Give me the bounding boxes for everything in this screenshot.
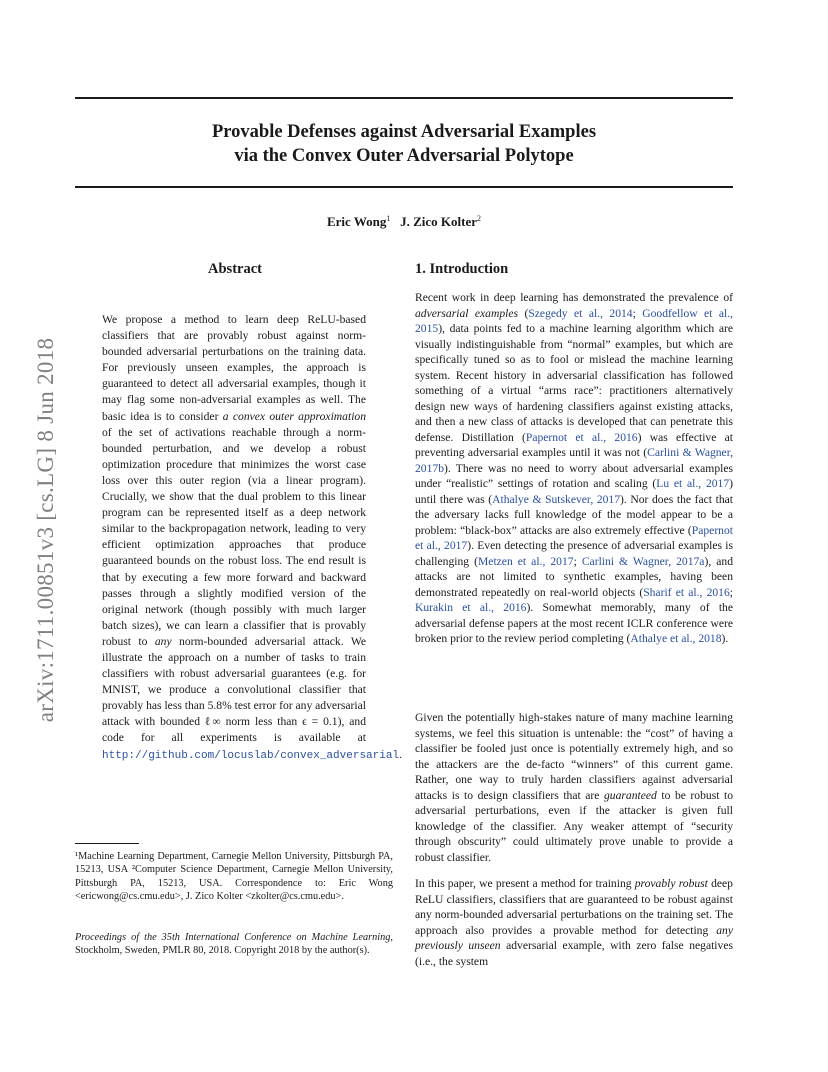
citation-link[interactable]: Kurakin et al., 2016	[415, 601, 527, 614]
abstract-emphasis: any	[154, 634, 172, 648]
abstract-heading: Abstract	[208, 261, 262, 277]
abstract-text: We propose a method to learn deep ReLU-based classifiers that are provably robust against norm-bounded adversarial perturbations on the training data. For previously unseen examples, the approach is guaranteed to detect all adversarial examples, though it may flag some non-adversarial examples as well. The basic idea is to consider a convex outer approximation of the set of activations reachable through a norm-bounded perturbation, and we develop a robust optimization procedure that minimizes the worst case loss over this outer region (via a linear program). Crucially, we show that the dual problem to this linear program can be represented itself as a deep network similar to the backpropagation network, leading to very efficient optimization approaches that produce guaranteed bounds on the robust loss. The end result is that by executing a few more forward and backward passes through a slightly modified version of the original network (though possibly with much larger batch sizes), we can learn a classifier that is provably robust to any norm-bounded adversarial attack. We illustrate the approach on a number of tasks to train classifiers with robust adversarial guarantees (e.g. for MNIST, we produce a convolutional classifier that provably has less than 5.8% test error for any adversarial attack with bounded ℓ∞ norm less than ϵ = 0.1), and code for all experiments is available at http://github.com/locuslab/convex_adversarial.	[102, 313, 402, 762]
citation-link[interactable]: Athalye & Sutskever, 2017	[492, 492, 621, 506]
author-list	[75, 214, 733, 230]
citation-link[interactable]: Sharif et al., 2016	[643, 585, 730, 599]
proceedings-note: Proceedings of the 35th International Conference on Machine Learning, Stockholm, Sweden, PMLR 80, 2018. Copyright 2018 by the author(s).	[75, 932, 393, 957]
intro-paragraph-1: Recent work in deep learning has demonstrated the prevalence of adversarial examples (Szegedy et al., 2014; Goodfellow et al., 2015), data points fed to a machine learning algorithm which are visually indistinguishable from “normal” examples, but which are specifically tuned so as to fool or mislead the machine learning system. Recent history in adversarial classification has followed something of a virtual “arms race”: practitioners alternatively design new ways of hardening classifiers against existing attacks, and then a new class of attacks is developed that can penetrate this defense. Distillation (Papernot et al., 2016) was effective at preventing adversarial examples until it was not (Carlini & Wagner, 2017b). There was no need to worry about adversarial examples under “realistic” settings of rotation and scaling (Lu et al., 2017) until there was (Athalye & Sutskever, 2017). Nor does the fact that the adversary lacks full knowledge of the model appear to be a problem: “black-box” attacks are also extremely effective (Papernot et al., 2017). Even detecting the presence of adversarial examples is challenging (Metzen et al., 2017; Carlini & Wagner, 2017a), and attacks are not limited to synthetic examples, having been demonstrated repeatedly on real-world objects (Sharif et al., 2016; Kurakin et al., 2016). Somewhat memorably, many of the adversarial defense papers at the most recent ICLR conference were broken prior to the review period completing (Athalye et al., 2018).	[415, 291, 734, 645]
affiliation-footnote: ¹Machine Learning Department, Carnegie Mellon University, Pittsburgh PA, 15213, USA ²Computer Science Department, Carnegie Mellon University, Pittsburgh PA, 15213, USA. Correspondence to: Eric Wong <ericwong@cs.cmu.edu>, J. Zico Kolter <zkolter@cs.cmu.edu>.	[75, 851, 393, 902]
code-link[interactable]: http://github.com/locuslab/convex_adversarial	[102, 749, 400, 762]
arxiv-identifier: arXiv:1711.00851v3 [cs.LG] 8 Jun 2018	[33, 337, 58, 723]
author-affiliation-mark: 1	[386, 214, 391, 223]
citation-link[interactable]: Szegedy et al., 2014	[528, 306, 633, 320]
citation-link[interactable]: Papernot et al., 2016	[525, 430, 638, 444]
footnote-rule	[75, 843, 139, 844]
paper-title-line-1: Provable Defenses against Adversarial Examples	[211, 122, 597, 142]
citation-link[interactable]: Goodfellow et al., 2015	[415, 306, 734, 335]
citation-link[interactable]: Lu et al., 2017	[656, 477, 730, 490]
introduction-heading: 1. Introduction	[415, 261, 509, 277]
title-rule-top	[75, 97, 733, 99]
citation-link[interactable]: Athalye et al., 2018	[630, 632, 722, 645]
author-affiliation-mark: 2	[477, 214, 481, 223]
author-name: J. Zico Kolter	[400, 214, 477, 229]
intro-paragraph-2: Given the potentially high-stakes nature of many machine learning systems, we feel this situation is untenable: the “cost” of having a classifier be fooled just once is potentially extremely high, and so the attackers are the de-facto “winners” of this current game. Rather, one way to truly harden classifiers against adversarial attacks is to design classifiers that are guaranteed to be robust to adversarial perturbations, even if the attacker is given full knowledge of the classifier. Any weaker attempt of “security through obscurity” could ultimately prove unable to provide a robust classifier.	[415, 711, 733, 864]
intro-paragraph-3: In this paper, we present a method for training provably robust deep ReLU classifiers, classifiers that are guaranteed to be robust against any norm-bounded adversarial perturbations on the training set. The approach also provides a provable method for detecting any previously unseen adversarial example, with zero false negatives (i.e., the system	[415, 877, 733, 968]
title-rule-bottom	[75, 186, 733, 188]
citation-link[interactable]: Papernot et al., 2017	[415, 523, 733, 552]
citation-link[interactable]: Metzen et al., 2017	[477, 554, 574, 568]
author-name: Eric Wong	[326, 214, 387, 229]
abstract-emphasis: a convex outer approximation	[222, 409, 367, 423]
citation-link[interactable]: Carlini & Wagner, 2017b	[415, 446, 733, 475]
paper-title-line-2: via the Convex Outer Adversarial Polytope	[234, 146, 574, 166]
paper-title	[75, 120, 733, 168]
citation-link[interactable]: Carlini & Wagner, 2017a	[581, 554, 705, 568]
